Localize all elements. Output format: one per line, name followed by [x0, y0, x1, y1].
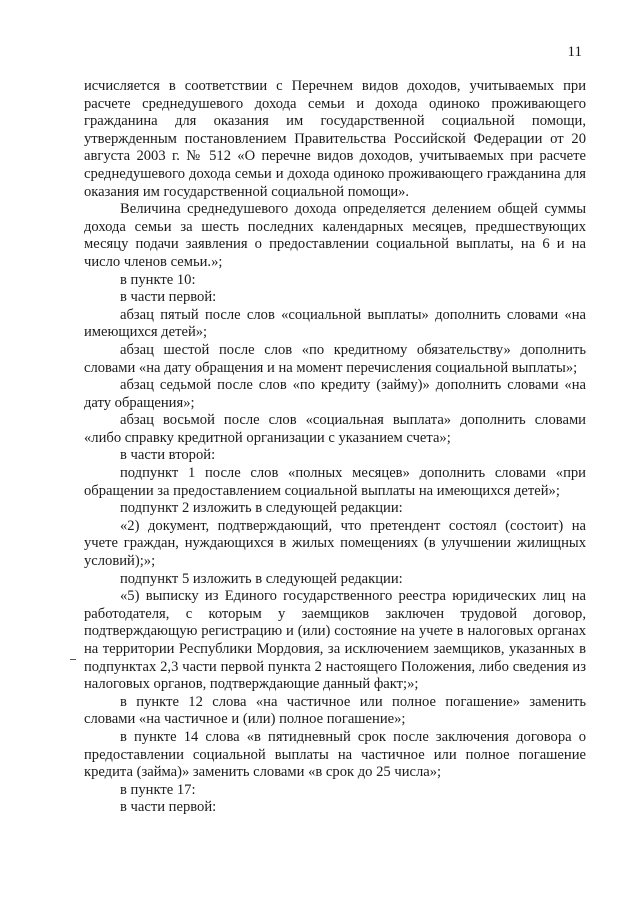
margin-mark: [70, 659, 76, 660]
paragraph: подпункт 1 после слов «полных месяцев» дополнить словами «при обращении за предоставлением социальной выплаты на имеющихся детей»;: [84, 465, 586, 499]
paragraph: абзац восьмой после слов «социальная выплата» дополнить словами «либо справку кредитной организации с указанием счета»;: [84, 412, 586, 446]
paragraph: в пункте 17:: [120, 781, 196, 798]
paragraph: в части первой:: [120, 799, 217, 816]
paragraph: Величина среднедушевого дохода определяется делением общей суммы дохода семьи за шесть последних календарных месяцев, предшествующих месяцу подачи заявления о предоставлении социальной выплаты, на 6 и на число членов семьи.»;: [84, 201, 586, 270]
paragraph: в пункте 10:: [120, 271, 196, 288]
paragraph: абзац шестой после слов «по кредитному обязательству» дополнить словами «на дату обращения и на момент перечисления социальной выплаты»;: [84, 341, 586, 376]
paragraph: в части второй:: [120, 447, 216, 464]
paragraph: абзац седьмой после слов «по кредиту (займу)» дополнить словами «на дату обращения»;: [84, 377, 586, 411]
paragraph: абзац пятый после слов «социальной выплаты» дополнить словами «на имеющихся детей»;: [84, 306, 586, 341]
paragraph: «5) выписку из Единого государственного реестра юридических лиц на работодателя, с которым у заемщиков заключен трудовой договор, подтверждающую регистрацию и (или) состояние на учете в налоговых органах на территории Республики Мордовия, за исключением заемщиков, указанных в подпунктах 2,3 части первой пункта 2 настоящего Положения, либо сведения из налоговых органов, подтверждающие данный факт;»;: [84, 588, 586, 693]
paragraph: «2) документ, подтверждающий, что претендент состоял (состоит) на учете граждан, нуждающихся в жилых помещениях (в улучшении жилищных условий);»;: [84, 517, 586, 570]
paragraph: в пункте 14 слова «в пятидневный срок после заключения договора о предоставлении социальной выплаты на частичное или полное погашение кредита (займа)» заменить словами «в срок до 25 числа»;: [84, 728, 586, 781]
document-body: [84, 78, 586, 817]
paragraph: исчисляется в соответствии с Перечнем видов доходов, учитываемых при расчете среднедушевого дохода семьи и дохода одиноко проживающего гражданина для оказания им государственной социальной помощи, утвержденным постановлением Правительства Российской Федерации от 20 августа 2003 г. № 512 «О перечне видов доходов, учитываемых при расчете среднедушевого дохода семьи и дохода одиноко проживающего гражданина для оказания им государственной социальной помощи».: [84, 78, 586, 200]
paragraph: в пункте 12 слова «на частичное или полное погашение» заменить словами «на частичное и (или) полное погашение»;: [84, 693, 586, 728]
paragraph: подпункт 2 изложить в следующей редакции:: [120, 500, 403, 517]
page-number: 11: [567, 44, 582, 60]
paragraph: в части первой:: [120, 289, 217, 306]
paragraph: подпункт 5 изложить в следующей редакции:: [120, 570, 403, 587]
